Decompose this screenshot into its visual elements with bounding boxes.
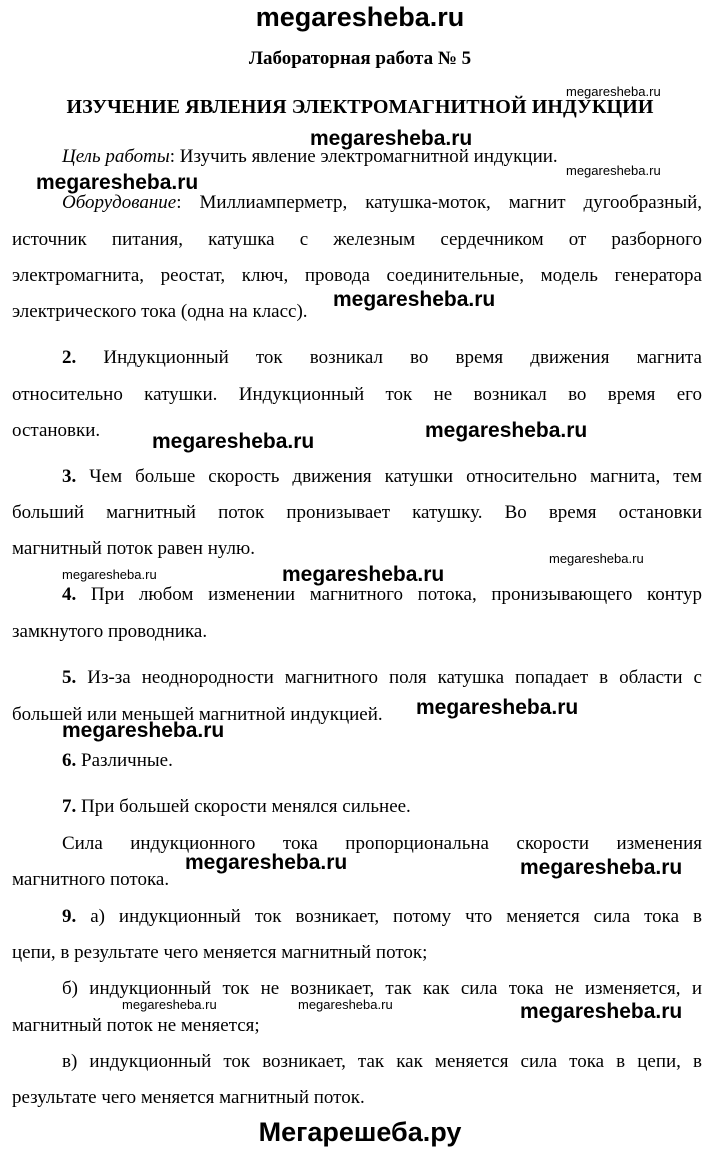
answer-3-line-1 [62,465,702,489]
equipment-line-2: источник питания, катушка с железным сердечником от разборного [12,229,702,250]
answer-3-text-1: Чем больше скорость движения катушки относительно магнита, тем [76,466,702,487]
watermark-big: megaresheba.ru [416,696,579,719]
goal-text: : Изучить явление электромагнитной индукции. [169,146,558,167]
watermark-big: megaresheba.ru [310,127,473,150]
answer-2-text-1: Индукционный ток возникал во время движения магнита [76,347,702,368]
answer-7-line [62,795,702,819]
answer-3-number: 3. [62,466,77,487]
site-footer[interactable]: Мегарешеба.ру [258,1117,462,1147]
conclusion-line-2: магнитного потока. [12,869,170,890]
watermark-big: megaresheba.ru [152,430,315,453]
watermark-big: megaresheba.ru [36,171,199,194]
answer-5-line-1 [62,666,702,690]
watermark-big: megaresheba.ru [333,288,496,311]
watermark-big: megaresheba.ru [425,419,588,442]
goal-label: Цель работы [62,146,170,167]
answer-5-text-1: Из-за неоднородности магнитного поля катушка попадает в области с [76,667,702,688]
answer-3-line-2: больший магнитный поток пронизывает катушку. Во время остановки [12,502,702,523]
watermark-big: megaresheba.ru [520,1000,683,1023]
watermark-small: megaresheba.ru [566,84,661,99]
answer-9b-line-2: магнитный поток не меняется; [12,1015,260,1036]
watermark-small: megaresheba.ru [62,567,157,582]
answer-9c-line-2: результате чего меняется магнитный поток. [12,1087,365,1108]
site-header[interactable]: megaresheba.ru [255,2,465,32]
watermark-small: megaresheba.ru [298,997,393,1012]
answer-9b-line-1: б) индукционный ток не возникает, так как сила тока не изменяется, и [62,978,702,999]
conclusion-line-1: Сила индукционного тока пропорциональна скорости изменения [62,833,702,854]
lab-title: Лабораторная работа № 5 [248,48,472,69]
watermark-small: megaresheba.ru [122,997,217,1012]
answer-4-text-1: При любом изменении магнитного потока, пронизывающего контур [76,584,702,605]
answer-4-line-2: замкнутого проводника. [12,621,208,642]
answer-7-number: 7. [62,796,77,817]
answer-9a-line-1 [62,905,702,929]
answer-7-text: При большей скорости менялся сильнее. [76,796,411,817]
equipment-label: Оборудование [62,192,177,213]
answer-6-line [62,749,702,773]
watermark-big: megaresheba.ru [62,719,225,742]
answer-9-number: 9. [62,906,77,927]
answer-6-number: 6. [62,750,77,771]
answer-2-line-1 [62,346,702,370]
watermark-big: megaresheba.ru [185,851,348,874]
answer-6-text: Различные. [76,750,173,771]
equipment-line-4: электрического тока (одна на класс). [12,301,308,322]
watermark-small: megaresheba.ru [549,551,644,566]
watermark-big: megaresheba.ru [520,856,683,879]
answer-2-line-2: относительно катушки. Индукционный ток не возникал во время его [12,384,702,405]
answer-9c-line-1: в) индукционный ток возникает, так как меняется сила тока в цепи, в [62,1051,702,1072]
watermark-small: megaresheba.ru [566,163,661,178]
answer-4-number: 4. [62,584,77,605]
equipment-line-3: электромагнита, реостат, ключ, провода соединительные, модель генератора [12,265,702,286]
watermark-big: megaresheba.ru [282,563,445,586]
answer-9a-line-2: цепи, в результате чего меняется магнитный поток; [12,942,428,963]
main-title: ИЗУЧЕНИЕ ЯВЛЕНИЯ ЭЛЕКТРОМАГНИТНОЙ ИНДУКЦИИ [66,96,654,118]
answer-2-line-3: остановки. [12,420,101,441]
answer-2-number: 2. [62,347,77,368]
answer-5-number: 5. [62,667,77,688]
answer-5-line-2: большей или меньшей магнитной индукцией. [12,704,383,725]
answer-3-line-3: магнитный поток равен нулю. [12,538,255,559]
equipment-text-1: : Миллиамперметр, катушка-моток, магнит дугообразный, [176,192,702,213]
answer-9a-text-1: а) индукционный ток возникает, потому что меняется сила тока в [76,906,702,927]
